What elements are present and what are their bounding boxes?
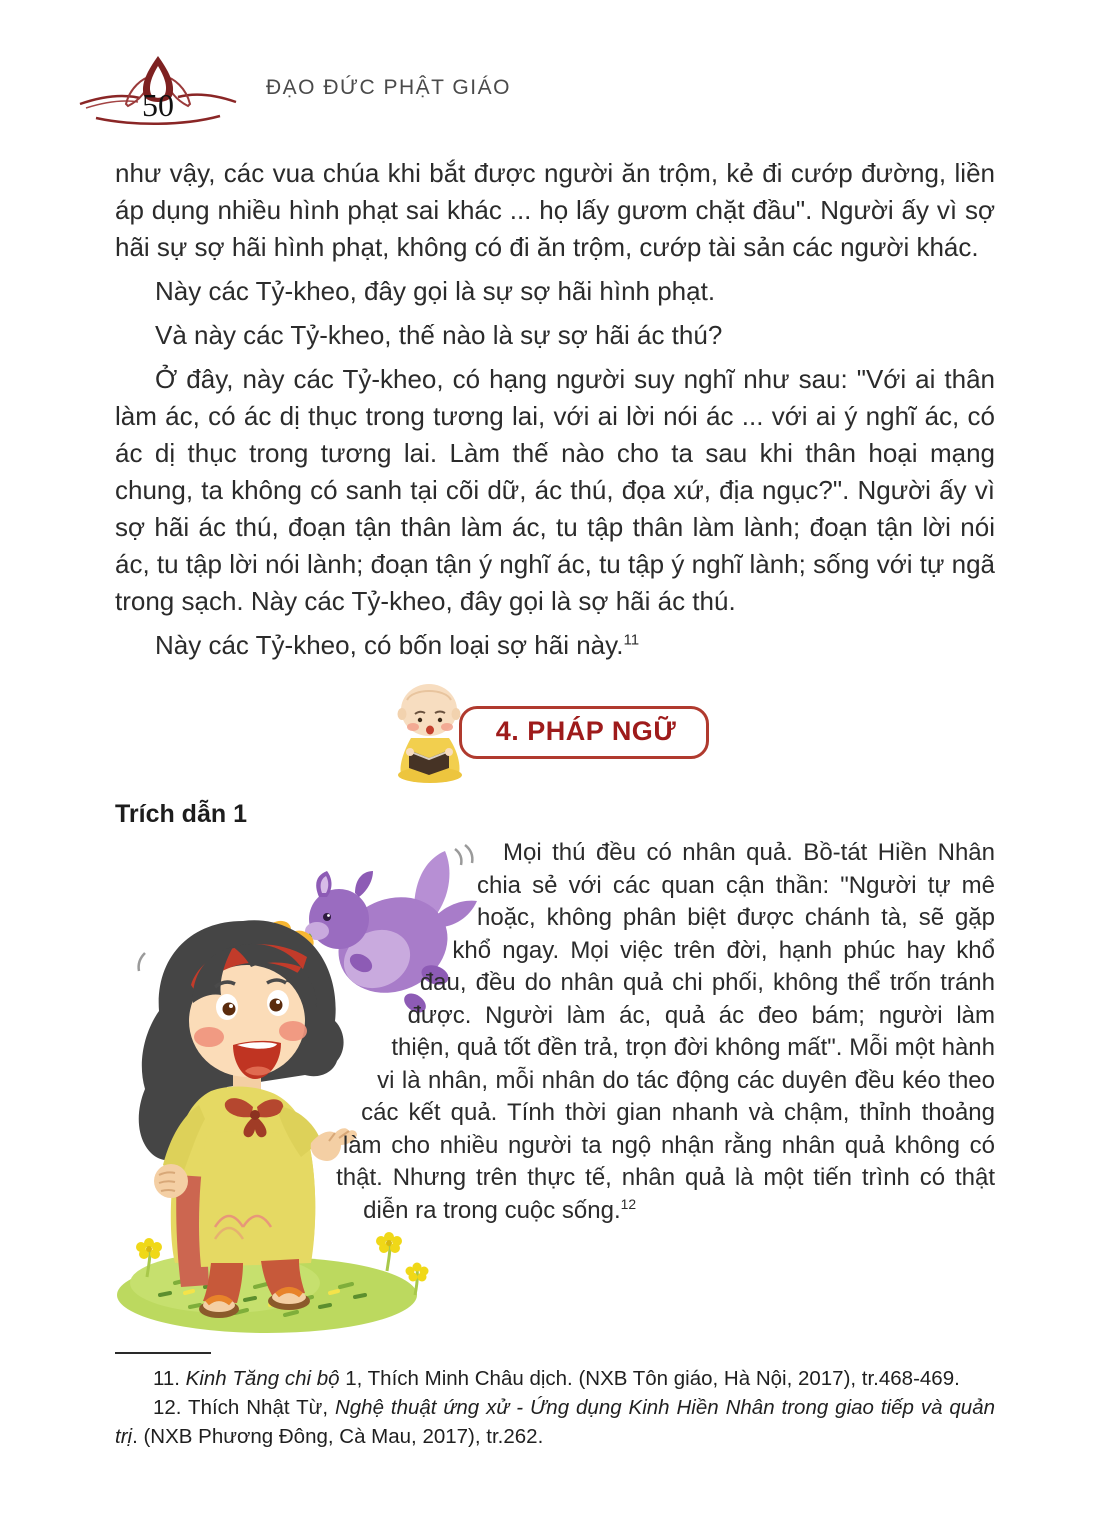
footnote-text: . (NXB Phương Đông, Cà Mau, 2017), tr.262.: [132, 1425, 544, 1448]
footnote-italic-title: Kinh Tăng chi bộ: [185, 1367, 340, 1390]
page-number-glyph: 50: [142, 87, 174, 123]
section-badge-pill: [459, 706, 709, 759]
footnote-text: 11.: [153, 1367, 186, 1390]
footnote-text: 1, Thích Minh Châu dịch. (NXB Tôn giáo, Hà Nội, 2017), tr.468-469.: [339, 1367, 960, 1390]
running-header-title: ĐẠO ĐỨC PHẬT GIÁO: [266, 76, 511, 99]
paragraph: [115, 273, 995, 310]
monk-reading-icon: [389, 680, 473, 784]
footnote-ref: 12: [620, 1195, 637, 1212]
section-badge: [389, 680, 709, 784]
paragraph: [115, 627, 995, 664]
footnote-divider: [115, 1352, 211, 1354]
paragraph-text: Ở đây, này các Tỷ-kheo, có hạng người suy nghĩ như sau: "Với ai thân làm ác, có ác dị thục trong tương lai, với ai lời nói ác ... với ai ý nghĩ ác, có ác dị thục trong tương lai. Làm thế nào cho ta sau khi thân hoại mạng chung, ta không có sanh tại cõi dữ, ác thú, đọa xứ, địa ngục?". Người ấy vì sợ hãi ác thú, đoạn tận thân làm ác, tu tập thân làm lành; đoạn tận lời nói ác, tu tập lời nói lành; đoạn tận ý nghĩ ác, tu tập ý nghĩ lành; sống với tự ngã trong sạch. Này các Tỷ-kheo, đây gọi là sợ hãi ác thú.: [115, 364, 995, 616]
paragraph-text: Này các Tỷ-kheo, có bốn loại sợ hãi này.: [155, 630, 624, 660]
paragraph: [115, 361, 995, 620]
footnotes-section: [115, 1352, 995, 1451]
footnote-12: [115, 1393, 995, 1451]
main-text: [115, 155, 995, 1340]
section-badge-label: 4. PHÁP NGỮ: [495, 715, 677, 746]
quote-heading: Trích dẫn 1: [115, 800, 247, 828]
page-header: [78, 52, 995, 130]
quote-body: Mọi thú đều có nhân quả. Bồ-tát Hiền Nhân chia sẻ với các quan cận thần: "Người tự mê hoặc, không phân biệt được chánh tà, sẽ gặp khổ ngay. Mọi việc trên đời, hạnh phúc hay khổ đau, đều do nhân quả chi phối, không thể trốn tránh được. Người làm ác, quả ác đeo bám; người làm thiện, quả tốt đền trả, trọn đời không mất". Mỗi một hành vi là nhân, mỗi nhân do tác động các duyên đều kéo theo các kết quả. Tính thời gian nhanh và chậm, thỉnh thoảng làm cho nhiều người ta ngộ nhận rằng nhân quả không có thật. Nhưng trên thực tế, nhân quả là một tiến trình có thật diễn ra trong cuộc sống.: [336, 839, 995, 1224]
footnote-italic-title: Nghệ thuật ứng xử - Ứng dụng Kinh Hiền Nhân trong giao tiếp và quản trị: [115, 1396, 995, 1448]
paragraph: [115, 155, 995, 266]
paragraph: [115, 317, 995, 354]
footnote-11: [115, 1364, 995, 1393]
lotus-logo-icon: [78, 52, 238, 130]
quote-section: [115, 835, 995, 1340]
paragraph-text: Này các Tỷ-kheo, đây gọi là sự sợ hãi hình phạt.: [155, 276, 716, 306]
paragraph-text: Và này các Tỷ-kheo, thế nào là sự sợ hãi ác thú?: [155, 320, 723, 350]
footnote-text: 12. Thích Nhật Từ,: [153, 1396, 335, 1419]
paragraph-text: như vậy, các vua chúa khi bắt được người ăn trộm, kẻ đi cướp đường, liền áp dụng nhiều hình phạt sai khác ... họ lấy gươm chặt đầu". Người ấy vì sợ hãi sự sợ hãi hình phạt, không có đi ăn trộm, cướp tài sản các người khác.: [115, 158, 995, 262]
footnote-ref: 11: [623, 631, 640, 649]
